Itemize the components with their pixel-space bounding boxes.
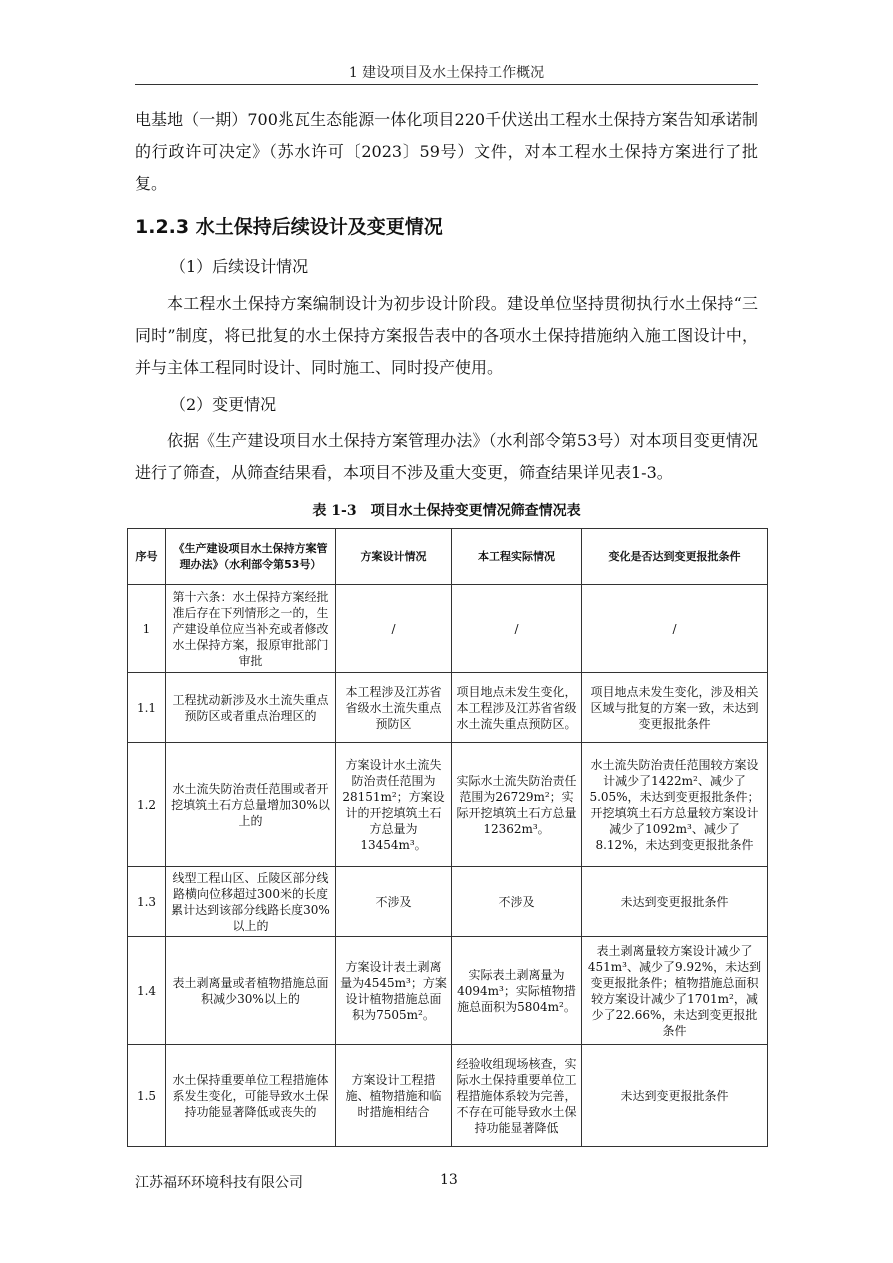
- table-caption: 表 1-3 项目水土保持变更情况筛查情况表: [312, 503, 581, 519]
- table-cell: 实际表土剥离量为4094m³；实际植物措施总面积为5804m²。: [452, 937, 582, 1045]
- table-cell: 1.2: [128, 743, 166, 867]
- table-cell: 未达到变更报批条件: [582, 1045, 768, 1147]
- paragraph-followup-design: 本工程水土保持方案编制设计为初步设计阶段。建设单位坚持贯彻执行水土保持“三同时”制度，将已批复的水土保持方案报告表中的各项水土保持措施纳入施工图设计中，并与主体工程同时设计、同时施工、同时投产使用。: [135, 294, 758, 377]
- section-heading: 1.2.3 水土保持后续设计及变更情况: [135, 216, 443, 238]
- table-row: [128, 867, 768, 937]
- table-cell: 方案设计表土剥离量为4545m³；方案设计植物措施总面积为7505m²。: [336, 937, 452, 1045]
- table-row: [128, 743, 768, 867]
- table-cell: 1: [128, 585, 166, 673]
- subheading-followup-design: （1）后续设计情况: [170, 257, 309, 276]
- table-row: [128, 937, 768, 1045]
- table-cell: 表土剥离量或者植物措施总面积减少30%以上的: [166, 937, 336, 1045]
- table-cell: 本工程涉及江苏省省级水土流失重点预防区: [336, 673, 452, 743]
- table-cell: 不涉及: [336, 867, 452, 937]
- table-cell: 方案设计工程措施、植物措施和临时措施相结合: [336, 1045, 452, 1147]
- subheading-changes: （2）变更情况: [170, 395, 277, 414]
- table-cell: 1.4: [128, 937, 166, 1045]
- table-cell: /: [336, 585, 452, 673]
- table-row: [128, 585, 768, 673]
- table-cell: 工程扰动新涉及水土流失重点预防区或者重点治理区的: [166, 673, 336, 743]
- footer-company: 江苏福环环境科技有限公司: [135, 1175, 303, 1191]
- table-cell: /: [582, 585, 768, 673]
- table-cell: 表土剥离量较方案设计减少了451m³、减少了9.92%，未达到变更报批条件；植物措施总面积较方案设计减少了1701m²，减少了22.66%，未达到变更报批条件: [582, 937, 768, 1045]
- table-cell: 1.1: [128, 673, 166, 743]
- table-cell: 1.3: [128, 867, 166, 937]
- table-cell: 经验收组现场核查，实际水土保持重要单位工程措施体系较为完善，不存在可能导致水土保持功能显著降低: [452, 1045, 582, 1147]
- table-cell: 1.5: [128, 1045, 166, 1147]
- paragraph-approval: 电基地（一期）700兆瓦生态能源一体化项目220千伏送出工程水土保持方案告知承诺制的行政许可决定》（苏水许可〔2023〕59号）文件，对本工程水土保持方案进行了批复。: [135, 110, 758, 193]
- table-cell: 水土流失防治责任范围较方案设计减少了1422m²、减少了5.05%，未达到变更报批条件；开挖填筑土石方总量较方案设计减少了1092m³、减少了8.12%，未达到变更报批条件: [582, 743, 768, 867]
- header-cell: 变化是否达到变更报批条件: [582, 529, 768, 585]
- header-cell: 方案设计情况: [336, 529, 452, 585]
- table-cell: 实际水土流失防治责任范围为26729m²；实际开挖填筑土石方总量12362m³。: [452, 743, 582, 867]
- table-cell: 项目地点未发生变化，本工程涉及江苏省省级水土流失重点预防区。: [452, 673, 582, 743]
- table-cell: 不涉及: [452, 867, 582, 937]
- page-number: 13: [440, 1172, 458, 1188]
- table-cell: 方案设计水土流失防治责任范围为28151m²；方案设计的开挖填筑土石方总量为13454m³。: [336, 743, 452, 867]
- header-cell: 本工程实际情况: [452, 529, 582, 585]
- table-row: [128, 1045, 768, 1147]
- page-header: 1 建设项目及水土保持工作概况: [348, 65, 545, 81]
- change-screening-table: [127, 528, 768, 1147]
- table-cell: 第十六条：水土保持方案经批准后存在下列情形之一的，生产建设单位应当补充或者修改水土保持方案，报原审批部门审批: [166, 585, 336, 673]
- table-cell: 未达到变更报批条件: [582, 867, 768, 937]
- header-divider: [135, 84, 758, 85]
- header-cell: 序号: [128, 529, 166, 585]
- table-cell: 水土保持重要单位工程措施体系发生变化，可能导致水土保持功能显著降低或丧失的: [166, 1045, 336, 1147]
- table-cell: 线型工程山区、丘陵区部分线路横向位移超过300米的长度累计达到该部分线路长度30%以上的: [166, 867, 336, 937]
- header-cell: 《生产建设项目水土保持方案管理办法》（水利部令第53号）: [166, 529, 336, 585]
- paragraph-changes: 依据《生产建设项目水土保持方案管理办法》（水利部令第53号）对本项目变更情况进行了筛查，从筛查结果看，本项目不涉及重大变更，筛查结果详见表1-3。: [135, 431, 758, 482]
- table-header-row: [128, 529, 768, 585]
- table-cell: /: [452, 585, 582, 673]
- table-cell: 水土流失防治责任范围或者开挖填筑土石方总量增加30%以上的: [166, 743, 336, 867]
- table-cell: 项目地点未发生变化，涉及相关区域与批复的方案一致，未达到变更报批条件: [582, 673, 768, 743]
- table-row: [128, 673, 768, 743]
